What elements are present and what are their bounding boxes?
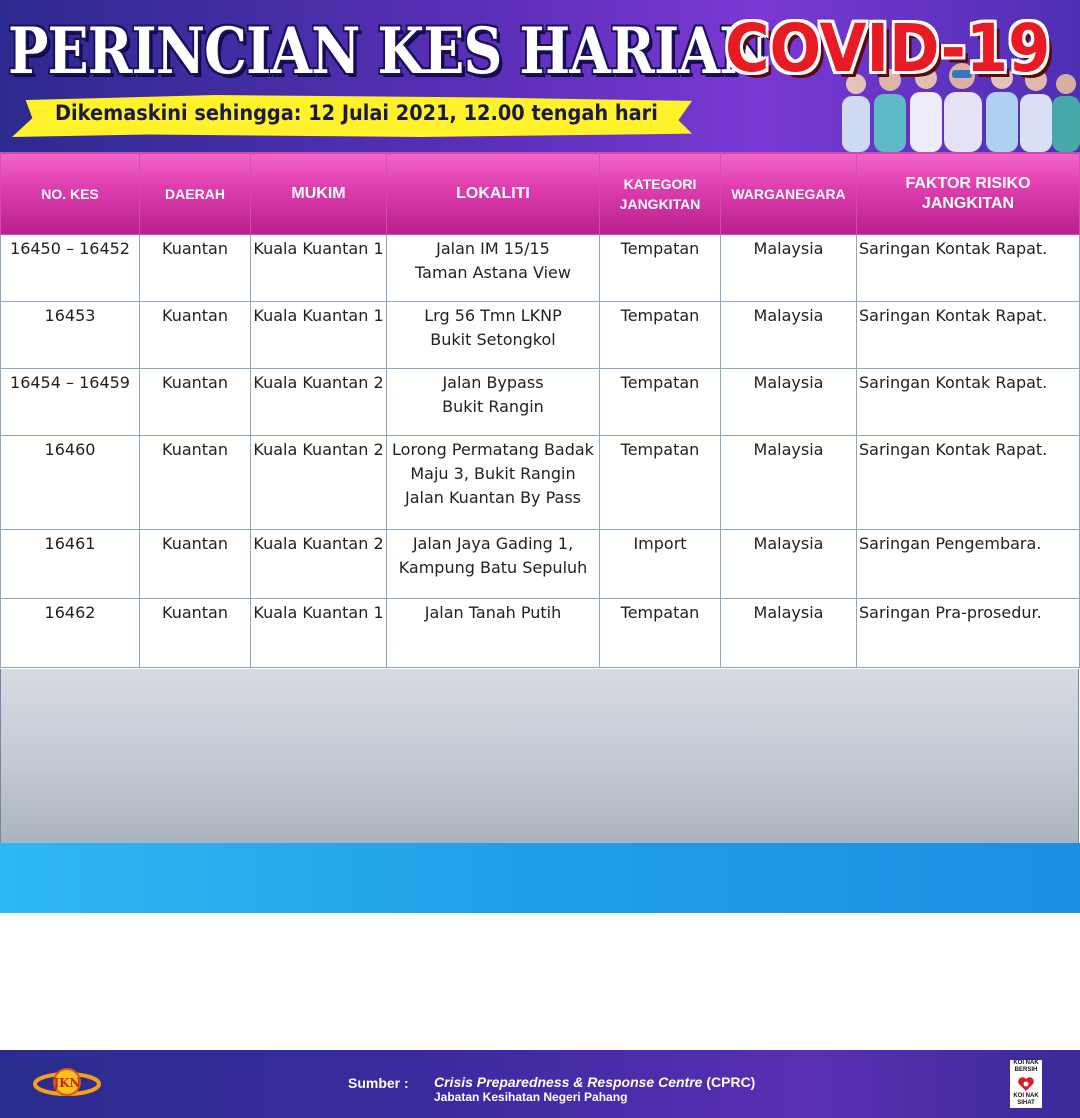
koi-nak-bersih-text: KOI NAK BERSIH	[1013, 1060, 1039, 1073]
covid-badge: COVID-19	[725, 10, 1051, 87]
cell-faktor: Saringan Kontak Rapat.	[857, 436, 1080, 530]
cell-no-kes: 16462	[1, 599, 140, 668]
col-warganegara: WARGANEGARA	[721, 153, 857, 235]
cell-daerah: Kuantan	[140, 369, 251, 436]
cell-no-kes: 16460	[1, 436, 140, 530]
cell-mukim: Kuala Kuantan 2	[251, 530, 387, 599]
cell-no-kes: 16461	[1, 530, 140, 599]
koi-nak-sihat-text: KOI NAK SIHAT	[1013, 1093, 1039, 1106]
cell-no-kes: 16453	[1, 302, 140, 369]
blue-band	[0, 843, 1080, 913]
source-label: Sumber :	[348, 1075, 409, 1091]
table-header-row	[1, 153, 1080, 235]
col-kategori: KATEGORI JANGKITAN	[600, 153, 721, 235]
cell-lokaliti: Jalan Bypass Bukit Rangin	[387, 369, 600, 436]
table-row	[1, 302, 1080, 369]
col-no-kes: NO. KES	[1, 153, 140, 235]
cell-mukim: Kuala Kuantan 1	[251, 302, 387, 369]
cell-faktor: Saringan Kontak Rapat.	[857, 235, 1080, 302]
jkn-logo-icon	[32, 1062, 102, 1102]
cell-no-kes: 16450 – 16452	[1, 235, 140, 302]
table-row	[1, 369, 1080, 436]
cell-warganegara: Malaysia	[721, 530, 857, 599]
source-org-name: Crisis Preparedness & Response Centre	[434, 1074, 703, 1090]
cell-lokaliti: Jalan IM 15/15 Taman Astana View	[387, 235, 600, 302]
table-row	[1, 436, 1080, 530]
cell-mukim: Kuala Kuantan 2	[251, 369, 387, 436]
header-banner	[0, 0, 1080, 152]
cell-kategori: Tempatan	[600, 369, 721, 436]
jkn-logo-text: JKN	[53, 1076, 81, 1090]
cell-lokaliti: Jalan Jaya Gading 1, Kampung Batu Sepuluh	[387, 530, 600, 599]
cell-faktor: Saringan Kontak Rapat.	[857, 369, 1080, 436]
cell-mukim: Kuala Kuantan 2	[251, 436, 387, 530]
table-row	[1, 530, 1080, 599]
cell-warganegara: Malaysia	[721, 369, 857, 436]
cell-warganegara: Malaysia	[721, 436, 857, 530]
cell-faktor: Saringan Pra-prosedur.	[857, 599, 1080, 668]
cell-daerah: Kuantan	[140, 436, 251, 530]
cases-table	[0, 152, 1080, 668]
page-title: PERINCIAN KES HARIAN	[8, 14, 768, 89]
cell-faktor: Saringan Pengembara.	[857, 530, 1080, 599]
source-org	[434, 1074, 755, 1090]
cell-no-kes: 16454 – 16459	[1, 369, 140, 436]
cell-lokaliti: Lorong Permatang Badak Maju 3, Bukit Rangin Jalan Kuantan By Pass	[387, 436, 600, 530]
cell-lokaliti: Jalan Tanah Putih	[387, 599, 600, 668]
heart-icon	[1017, 1076, 1035, 1092]
empty-table-area	[0, 669, 1079, 844]
col-mukim: MUKIM	[251, 153, 387, 235]
updated-date: Dikemaskini sehingga: 12 Julai 2021, 12.00 tengah hari	[55, 101, 658, 125]
col-lokaliti: LOKALITI	[387, 153, 600, 235]
cases-table-wrap	[0, 152, 1080, 668]
source-org-abbr: (CPRC)	[702, 1074, 756, 1090]
cell-warganegara: Malaysia	[721, 235, 857, 302]
source-dept: Jabatan Kesihatan Negeri Pahang	[434, 1090, 628, 1104]
cell-kategori: Tempatan	[600, 302, 721, 369]
cell-mukim: Kuala Kuantan 1	[251, 599, 387, 668]
cell-kategori: Tempatan	[600, 599, 721, 668]
koi-nak-logo	[1010, 1060, 1042, 1108]
cell-faktor: Saringan Kontak Rapat.	[857, 302, 1080, 369]
col-daerah: DAERAH	[140, 153, 251, 235]
cell-mukim: Kuala Kuantan 1	[251, 235, 387, 302]
cell-kategori: Tempatan	[600, 235, 721, 302]
cell-daerah: Kuantan	[140, 235, 251, 302]
table-row	[1, 599, 1080, 668]
cell-daerah: Kuantan	[140, 530, 251, 599]
cell-daerah: Kuantan	[140, 302, 251, 369]
cell-kategori: Import	[600, 530, 721, 599]
cell-daerah: Kuantan	[140, 599, 251, 668]
col-faktor: FAKTOR RISIKO JANGKITAN	[857, 153, 1080, 235]
cell-warganegara: Malaysia	[721, 599, 857, 668]
cell-warganegara: Malaysia	[721, 302, 857, 369]
table-row	[1, 235, 1080, 302]
cell-lokaliti: Lrg 56 Tmn LKNP Bukit Setongkol	[387, 302, 600, 369]
cell-kategori: Tempatan	[600, 436, 721, 530]
